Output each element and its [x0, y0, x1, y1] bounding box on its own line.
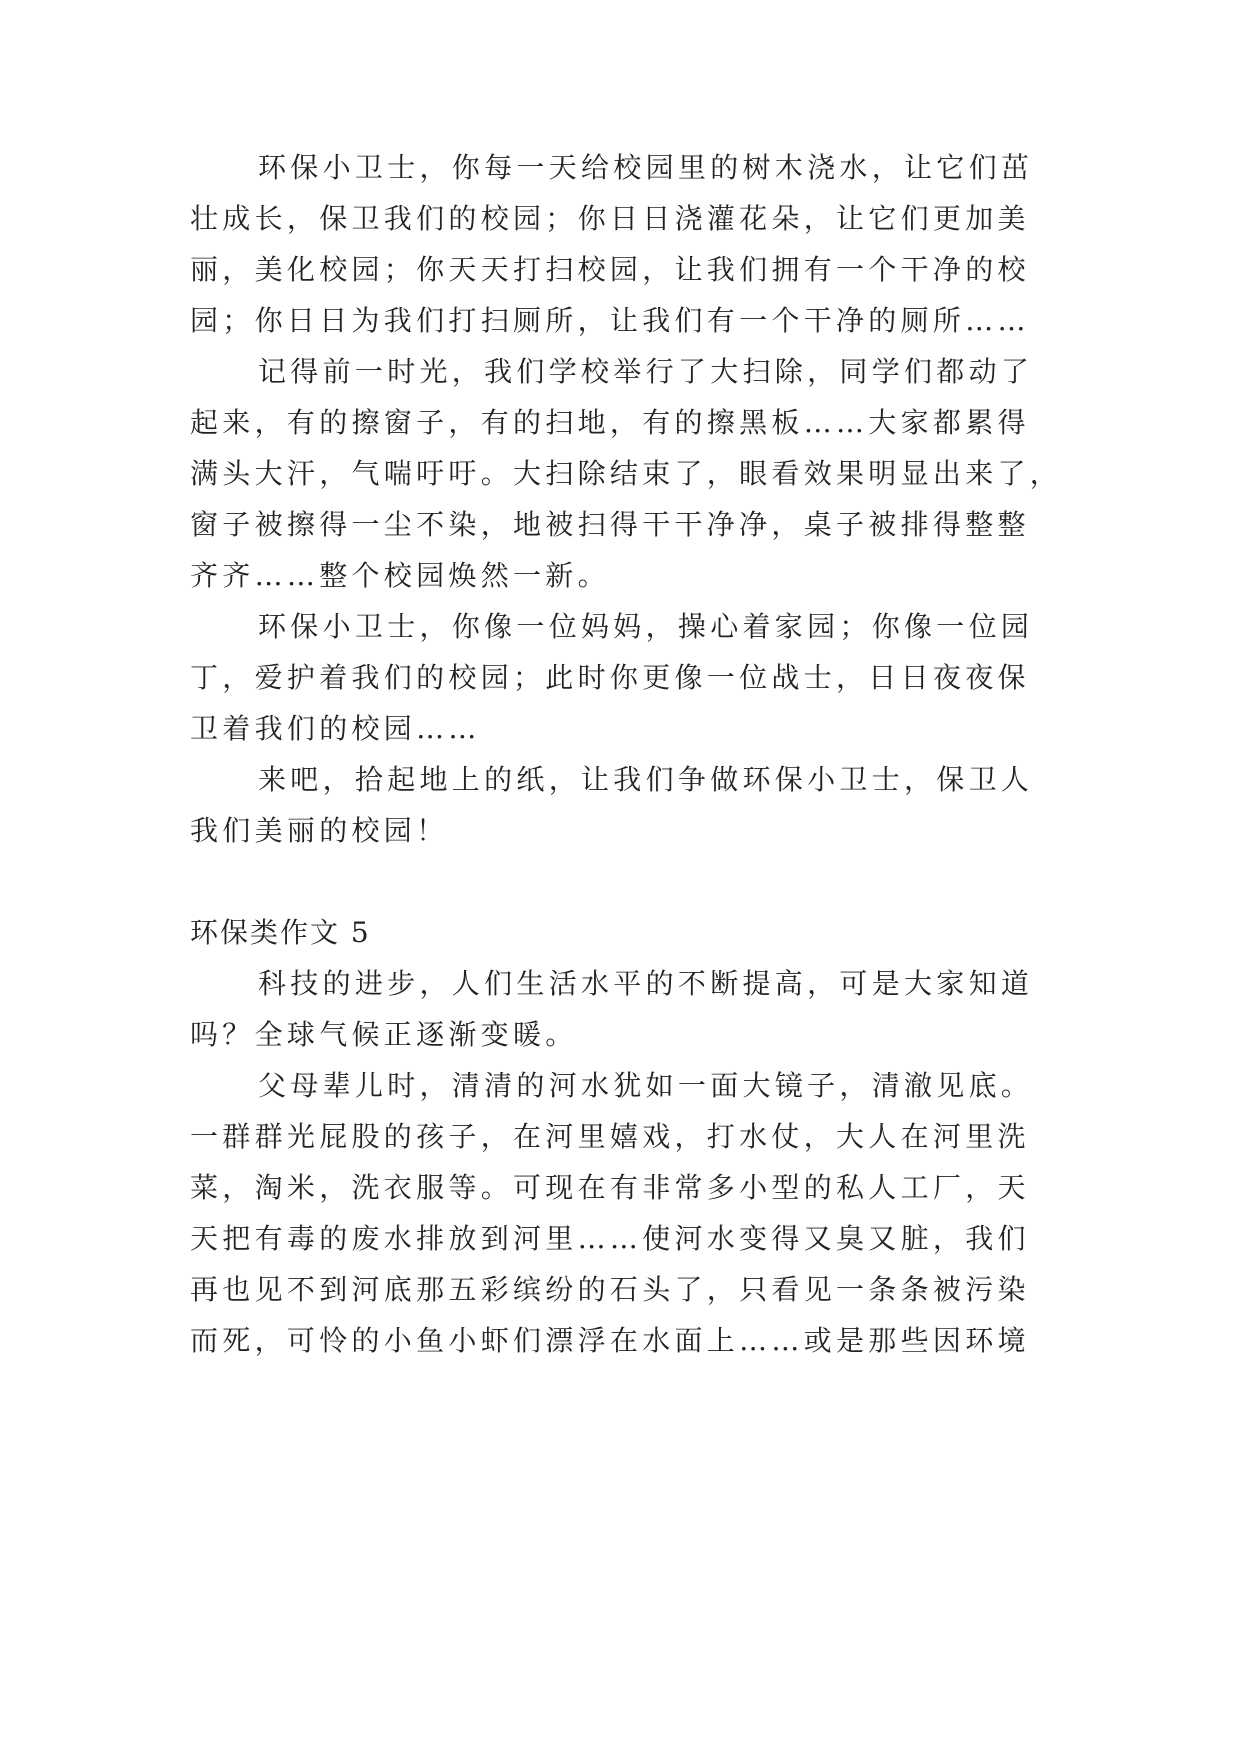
paragraph-line: 来吧，拾起地上的纸，让我们争做环保小卫士，保卫人 — [258, 763, 1034, 796]
paragraph-line: 园；你日日为我们打扫厕所，让我们有一个干净的厕所…… — [190, 304, 1030, 337]
paragraph-line: 起来，有的擦窗子，有的扫地，有的擦黑板……大家都累得 — [190, 406, 1030, 439]
paragraph-line: 环保小卫士，你像一位妈妈，操心着家园；你像一位园 — [258, 610, 1034, 643]
paragraph-line: 壮成长，保卫我们的校园；你日日浇灌花朵，让它们更加美 — [190, 202, 1030, 235]
paragraph-line: 卫着我们的校园…… — [190, 712, 481, 745]
paragraph-line: 而死，可怜的小鱼小虾们漂浮在水面上……或是那些因环境 — [190, 1324, 1030, 1357]
paragraph-line: 父母辈儿时，清清的河水犹如一面大镜子，清澈见底。 — [258, 1069, 1034, 1102]
paragraph-line: 我们美丽的校园！ — [190, 814, 449, 847]
paragraph-line: 吗？全球气候正逐渐变暖。 — [190, 1018, 578, 1051]
paragraph-line: 天把有毒的废水排放到河里……使河水变得又臭又脏，我们 — [190, 1222, 1030, 1255]
paragraph-line: 窗子被擦得一尘不染，地被扫得干干净净，桌子被排得整整 — [190, 508, 1030, 541]
paragraph-line: 再也见不到河底那五彩缤纷的石头了，只看见一条条被污染 — [190, 1273, 1030, 1306]
paragraph-line: 科技的进步，人们生活水平的不断提高，可是大家知道 — [258, 967, 1034, 1000]
paragraph-line: 满头大汗，气喘吁吁。大扫除结束了，眼看效果明显出来了， — [190, 457, 1063, 490]
paragraph-line: 齐齐……整个校园焕然一新。 — [190, 559, 610, 592]
paragraph-line: 环保小卫士，你每一天给校园里的树木浇水，让它们茁 — [258, 151, 1034, 184]
paragraph-line: 记得前一时光，我们学校举行了大扫除，同学们都动了 — [258, 355, 1034, 388]
paragraph-line: 一群群光屁股的孩子，在河里嬉戏，打水仗，大人在河里洗 — [190, 1120, 1030, 1153]
section-heading: 环保类作文 5 — [190, 916, 371, 949]
paragraph-line: 丁，爱护着我们的校园；此时你更像一位战士，日日夜夜保 — [190, 661, 1030, 694]
paragraph-line: 菜，淘米，洗衣服等。可现在有非常多小型的私人工厂，天 — [190, 1171, 1030, 1204]
paragraph-line: 丽，美化校园；你天天打扫校园，让我们拥有一个干净的校 — [190, 253, 1030, 286]
